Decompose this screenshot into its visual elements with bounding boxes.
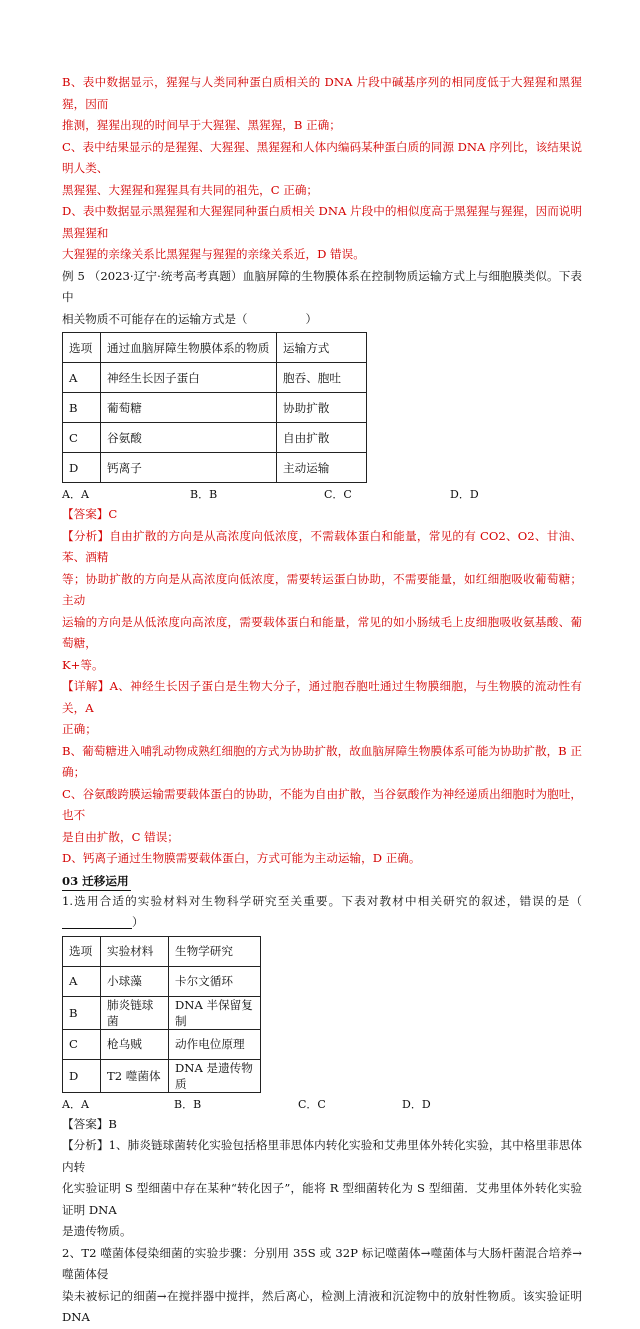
- table-header-cell: 选项: [63, 936, 101, 966]
- table-cell: A: [63, 966, 101, 996]
- table-header-row: [63, 936, 261, 966]
- table-cell: 神经生长因子蛋白: [101, 363, 277, 393]
- answer-line: 【答案】B: [62, 1116, 117, 1131]
- table-row: [63, 423, 367, 453]
- analysis-line: 【分析】1、肺炎链球菌转化实验包括格里菲思体内转化实验和艾弗里体外转化实验，其中格里菲思体内转: [62, 1138, 582, 1174]
- table-cell: C: [63, 1029, 101, 1059]
- analysis-line: 【分析】自由扩散的方向是从高浓度向低浓度，不需载体蛋白和能量，常见的有 CO2、O2、甘油、苯、酒精: [62, 528, 582, 564]
- detail-line: 是自由扩散，C 错误；: [62, 829, 179, 844]
- option-a: A．A: [62, 1097, 89, 1111]
- table-cell: A: [63, 363, 101, 393]
- table-header-row: [63, 333, 367, 363]
- table-header-cell: 选项: [63, 333, 101, 363]
- table-cell: 自由扩散: [277, 423, 367, 453]
- table-cell: DNA 是遗传物质: [169, 1059, 261, 1092]
- question-1: [62, 891, 582, 1329]
- option-c: C．C: [324, 488, 352, 501]
- analysis-line: 2、T2 噬菌体侵染细菌的实验步骤：分别用 35S 或 32P 标记噬菌体→噬菌体与大肠杆菌混合培养→噬菌体侵: [62, 1245, 582, 1281]
- table-cell: 小球藻: [101, 966, 169, 996]
- explanation-line: 大猩猩的亲缘关系比黑猩猩与猩猩的亲缘关系近，D 错误。: [62, 247, 365, 261]
- analysis-line: 是遗传物质。: [62, 1224, 132, 1238]
- table-row: [63, 453, 367, 483]
- table-cell: 动作电位原理: [169, 1029, 261, 1059]
- table-row: [63, 363, 367, 393]
- table-row: [63, 393, 367, 423]
- section-title: 03 迁移运用: [62, 872, 131, 891]
- question1-table: [62, 936, 261, 1093]
- question-stem-line: 例 5 （2023·辽宁·统考高考真题）血脑屏障的生物膜体系在控制物质运输方式上与细胞膜类似。下表中: [62, 268, 582, 304]
- table-cell: 枪乌贼: [101, 1029, 169, 1059]
- question-stem-text: 相关物质不可能存在的运输方式是（: [62, 311, 248, 326]
- option-b: B．B: [174, 1097, 202, 1111]
- table-cell: C: [63, 423, 101, 453]
- analysis-line: 化实验证明 S 型细菌中存在某种“转化因子”，能将 R 型细菌转化为 S 型细菌．艾弗里体外转化实验证明 DNA: [62, 1181, 582, 1217]
- detail-line: 【详解】A、神经生长因子蛋白是生物大分子，通过胞吞胞吐通过生物膜细胞，与生物膜的流动性有关，A: [62, 679, 582, 715]
- explanation-line: B、表中数据显示，猩猩与人类同种蛋白质相关的 DNA 片段中碱基序列的相同度低于大猩猩和黑猩猩，因而: [62, 75, 582, 111]
- question-stem-close: ）: [305, 311, 318, 326]
- answer-blank: [62, 917, 132, 929]
- table-header-cell: 运输方式: [277, 333, 367, 363]
- table-cell: 钙离子: [101, 453, 277, 483]
- question-stem-text: 1.选用合适的实验材料对生物科学研究至关重要。下表对教材中相关研究的叙述，错误的是（: [62, 893, 582, 908]
- analysis-line: 染未被标记的细菌→在搅拌器中搅拌，然后离心，检测上清液和沉淀物中的放射性物质。该实验证明 DNA: [62, 1288, 582, 1324]
- table-cell: 主动运输: [277, 453, 367, 483]
- table-cell: DNA 半保留复制: [169, 996, 261, 1029]
- detail-line: C、谷氨酸跨膜运输需要载体蛋白的协助，不能为自由扩散，当谷氨酸作为神经递质出细胞时为胞吐，也不: [62, 786, 582, 822]
- option-d: D．D: [402, 1097, 431, 1111]
- table-cell: 肺炎链球菌: [101, 996, 169, 1029]
- detail-line: 正确；: [62, 722, 97, 736]
- document-page: [62, 72, 582, 1329]
- question-stem-close: ）: [132, 915, 144, 929]
- explanation-line: 黑猩猩、大猩猩和猩猩具有共同的祖先，C 正确；: [62, 182, 319, 197]
- example5: [62, 266, 582, 870]
- analysis-line: K+等。: [62, 657, 104, 672]
- answer-line: 【答案】C: [62, 507, 118, 521]
- table-row: [63, 1059, 261, 1092]
- table-row: [63, 996, 261, 1029]
- table-cell: 卡尔文循环: [169, 966, 261, 996]
- detail-line: B、葡萄糖进入哺乳动物成熟红细胞的方式为协助扩散，故血脑屏障生物膜体系可能为协助扩散，B 正确；: [62, 743, 582, 779]
- table-cell: B: [63, 996, 101, 1029]
- table-cell: 谷氨酸: [101, 423, 277, 453]
- option-c: C．C: [298, 1097, 326, 1111]
- table-row: [63, 966, 261, 996]
- example5-table: [62, 332, 367, 483]
- table-header-cell: 生物学研究: [169, 936, 261, 966]
- table-cell: D: [63, 453, 101, 483]
- section-header: [62, 870, 582, 891]
- question-stem-line: [62, 309, 582, 331]
- analysis-line: 等；协助扩散的方向是从高浓度向低浓度，需要转运蛋白协助，不需要能量，如红细胞吸收葡萄糖；主动: [62, 571, 582, 607]
- table-cell: D: [63, 1059, 101, 1092]
- table-cell: 胞吞、胞吐: [277, 363, 367, 393]
- option-b: B．B: [190, 488, 218, 501]
- answer-options: [62, 1095, 582, 1114]
- explanation-line: D、表中数据显示黑猩猩和大猩猩同种蛋白质相关 DNA 片段中的相似度高于黑猩猩与猩猩，因而说明黑猩猩和: [62, 204, 582, 240]
- question-stem-line: [62, 891, 582, 934]
- example4-explanation: [62, 72, 582, 266]
- option-a: A．A: [62, 488, 89, 501]
- table-header-cell: 实验材料: [101, 936, 169, 966]
- table-cell: 协助扩散: [277, 393, 367, 423]
- detail-line: D、钙离子通过生物膜需要载体蛋白，方式可能为主动运输，D 正确。: [62, 851, 421, 865]
- option-d: D．D: [450, 488, 479, 501]
- table-cell: B: [63, 393, 101, 423]
- answer-options: [62, 485, 582, 504]
- table-row: [63, 1029, 261, 1059]
- table-cell: 葡萄糖: [101, 393, 277, 423]
- table-header-cell: 通过血脑屏障生物膜体系的物质: [101, 333, 277, 363]
- explanation-line: 推测，猩猩出现的时间早于大猩猩、黑猩猩，B 正确；: [62, 118, 341, 132]
- table-cell: T2 噬菌体: [101, 1059, 169, 1092]
- explanation-line: C、表中结果显示的是猩猩、大猩猩、黑猩猩和人体内编码某种蛋白质的同源 DNA 序列比，该结果说明人类、: [62, 139, 582, 175]
- analysis-line: 运输的方向是从低浓度向高浓度，需要载体蛋白和能量，常见的如小肠绒毛上皮细胞吸收氨基酸、葡萄糖，: [62, 614, 582, 650]
